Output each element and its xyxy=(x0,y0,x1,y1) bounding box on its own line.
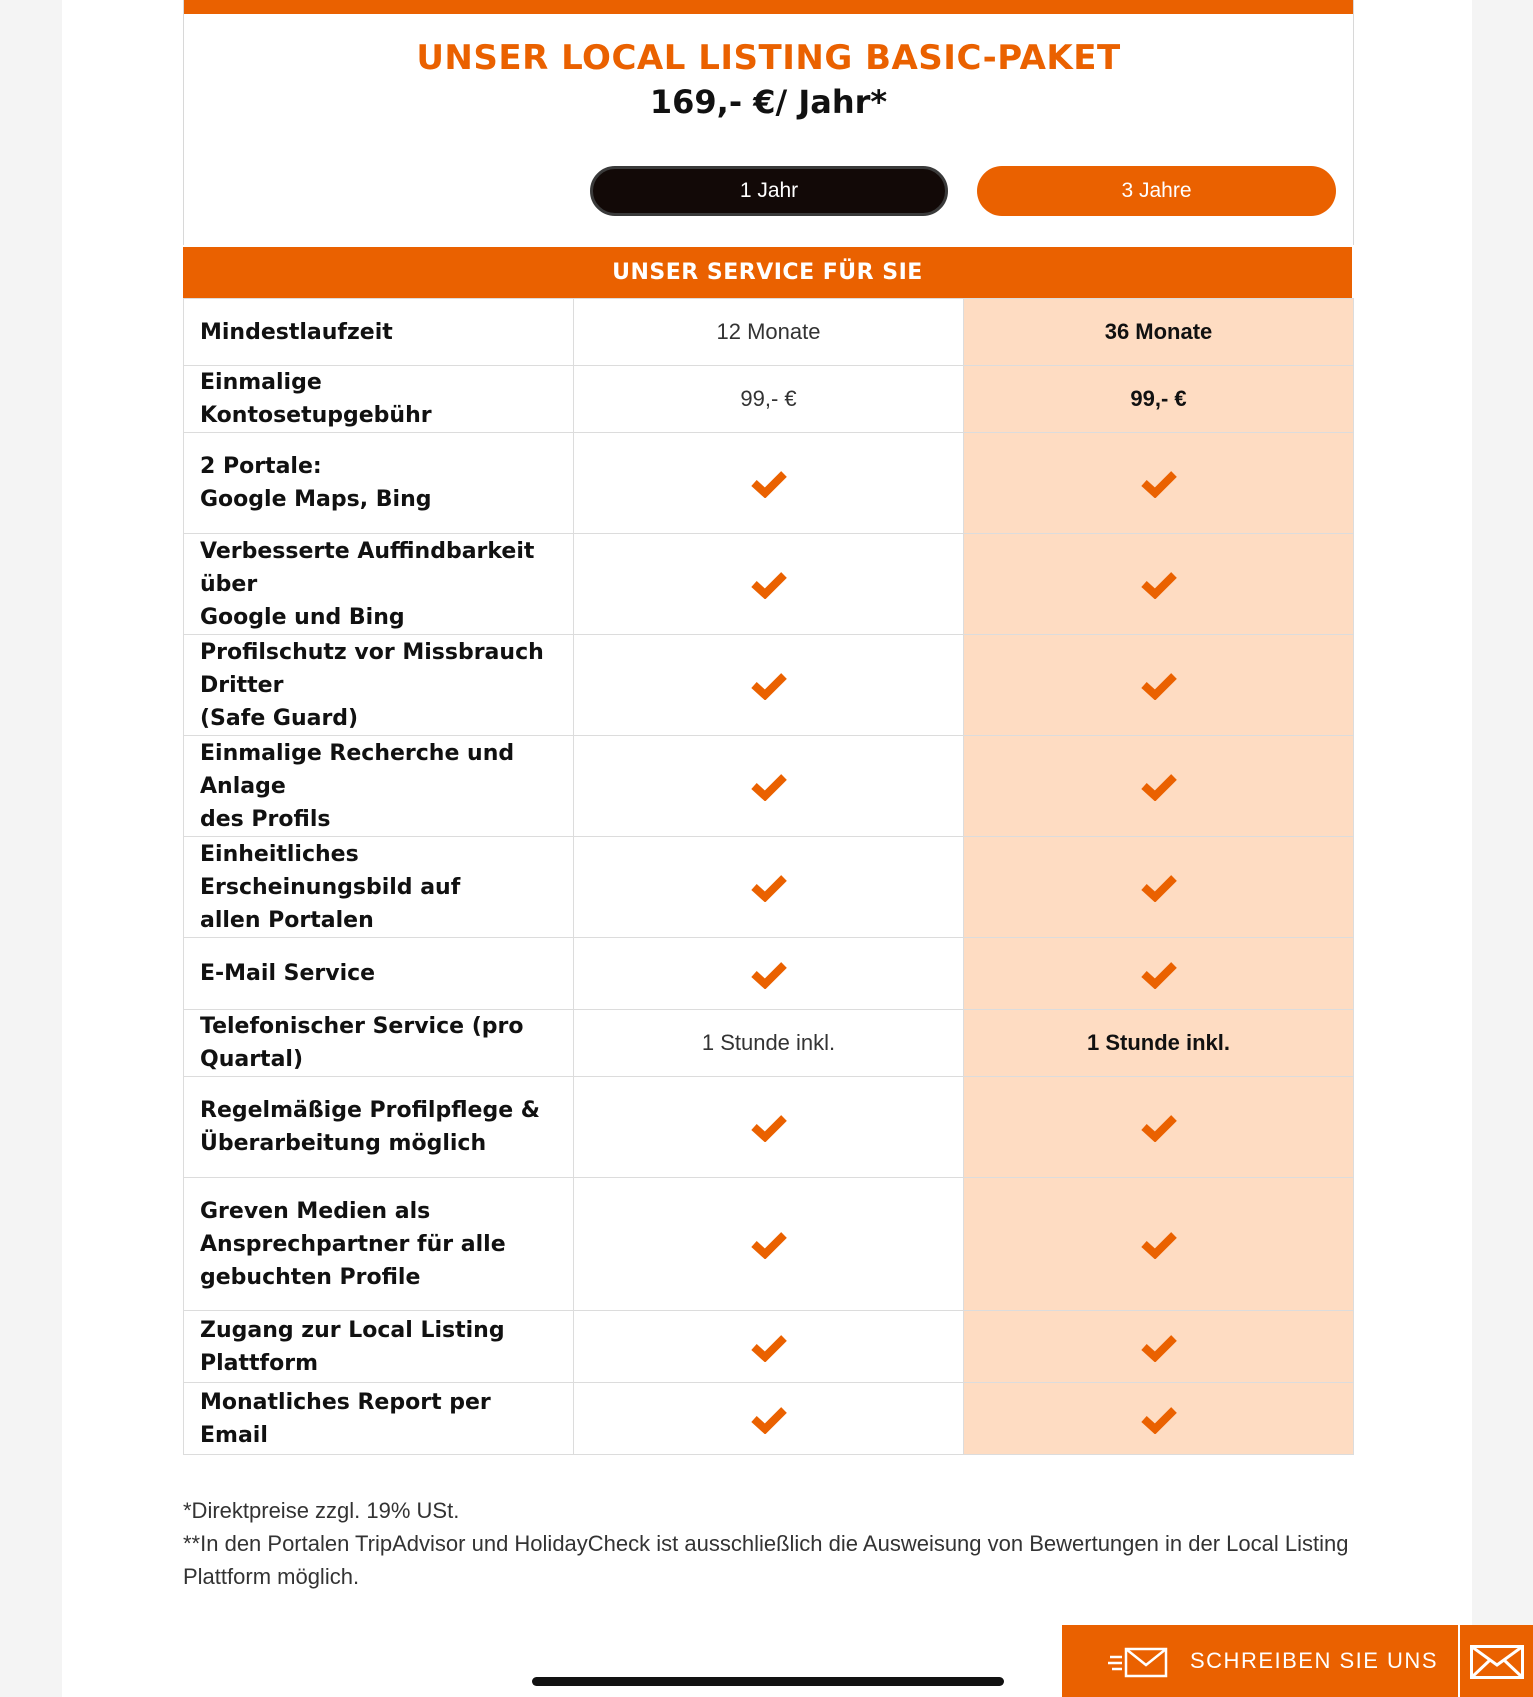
feature-label: Einmalige Recherche und Anlage des Profils xyxy=(184,736,574,837)
checkmark-icon xyxy=(964,433,1354,534)
feature-label: Telefonischer Service (pro Quartal) xyxy=(184,1010,574,1077)
checkmark-icon xyxy=(574,1311,964,1383)
pricing-card xyxy=(183,0,1354,245)
contact-button[interactable] xyxy=(1062,1625,1458,1697)
value-3-years: 36 Monate xyxy=(964,299,1354,366)
mail-shortcut-button[interactable] xyxy=(1460,1625,1533,1697)
service-header: UNSER SERVICE FÜR SIE xyxy=(183,247,1352,298)
feature-label: Einheitliches Erscheinungsbild auf allen Portalen xyxy=(184,837,574,938)
table-row xyxy=(184,366,1354,433)
checkmark-icon xyxy=(574,837,964,938)
table-row xyxy=(184,534,1354,635)
table-row xyxy=(184,1178,1354,1311)
feature-label: Regelmäßige Profilpflege & Überarbeitung möglich xyxy=(184,1077,574,1178)
option-3-years-button[interactable]: 3 Jahre xyxy=(977,166,1336,216)
checkmark-icon xyxy=(964,837,1354,938)
value-1-year: 99,- € xyxy=(574,366,964,433)
feature-label: E-Mail Service xyxy=(184,938,574,1010)
table-row xyxy=(184,1077,1354,1178)
table-row xyxy=(184,938,1354,1010)
feature-label: Einmalige Kontosetupgebühr xyxy=(184,366,574,433)
checkmark-icon xyxy=(574,534,964,635)
value-1-year: 1 Stunde inkl. xyxy=(574,1010,964,1077)
checkmark-icon xyxy=(964,1077,1354,1178)
table-row xyxy=(184,837,1354,938)
feature-label: Greven Medien als Ansprechpartner für alle gebuchten Profile xyxy=(184,1178,574,1311)
checkmark-icon xyxy=(964,534,1354,635)
value-1-year: 12 Monate xyxy=(574,299,964,366)
home-indicator xyxy=(532,1677,1004,1686)
table-row xyxy=(184,1311,1354,1383)
envelope-icon xyxy=(1470,1645,1524,1679)
table-row xyxy=(184,299,1354,366)
table-row xyxy=(184,1383,1354,1455)
footnotes xyxy=(183,1494,1363,1593)
value-3-years: 1 Stunde inkl. xyxy=(964,1010,1354,1077)
card-top-accent xyxy=(184,0,1353,14)
footnote-portals: **In den Portalen TripAdvisor und HolidayCheck ist ausschließlich die Ausweisung von Bewertungen in der Local Listing Plattform möglich. xyxy=(183,1531,1349,1589)
footnote-vat: *Direktpreise zzgl. 19% USt. xyxy=(183,1498,460,1523)
feature-label: Verbesserte Auffindbarkeit über Google und Bing xyxy=(184,534,574,635)
option-1-year-button[interactable]: 1 Jahr xyxy=(590,166,948,216)
checkmark-icon xyxy=(964,1383,1354,1455)
table-row xyxy=(184,1010,1354,1077)
checkmark-icon xyxy=(964,1178,1354,1311)
checkmark-icon xyxy=(964,635,1354,736)
envelope-icon xyxy=(1108,1646,1168,1678)
table-row xyxy=(184,736,1354,837)
checkmark-icon xyxy=(574,1077,964,1178)
feature-label: Mindestlaufzeit xyxy=(184,299,574,366)
checkmark-icon xyxy=(964,1311,1354,1383)
checkmark-icon xyxy=(964,938,1354,1010)
table-row xyxy=(184,635,1354,736)
checkmark-icon xyxy=(574,635,964,736)
package-price: 169,- €/ Jahr* xyxy=(649,83,888,121)
contact-label: SCHREIBEN SIE UNS xyxy=(1190,1648,1438,1673)
feature-label: Profilschutz vor Missbrauch Dritter (Safe Guard) xyxy=(184,635,574,736)
feature-label: Zugang zur Local Listing Plattform xyxy=(184,1311,574,1383)
table-row xyxy=(184,433,1354,534)
feature-label: 2 Portale: Google Maps, Bing xyxy=(184,433,574,534)
checkmark-icon xyxy=(574,1383,964,1455)
feature-table xyxy=(183,298,1354,1455)
package-title: UNSER LOCAL LISTING BASIC-PAKET xyxy=(416,38,1121,78)
checkmark-icon xyxy=(964,736,1354,837)
checkmark-icon xyxy=(574,938,964,1010)
value-3-years: 99,- € xyxy=(964,366,1354,433)
feature-label: Monatliches Report per Email xyxy=(184,1383,574,1455)
checkmark-icon xyxy=(574,1178,964,1311)
checkmark-icon xyxy=(574,433,964,534)
checkmark-icon xyxy=(574,736,964,837)
